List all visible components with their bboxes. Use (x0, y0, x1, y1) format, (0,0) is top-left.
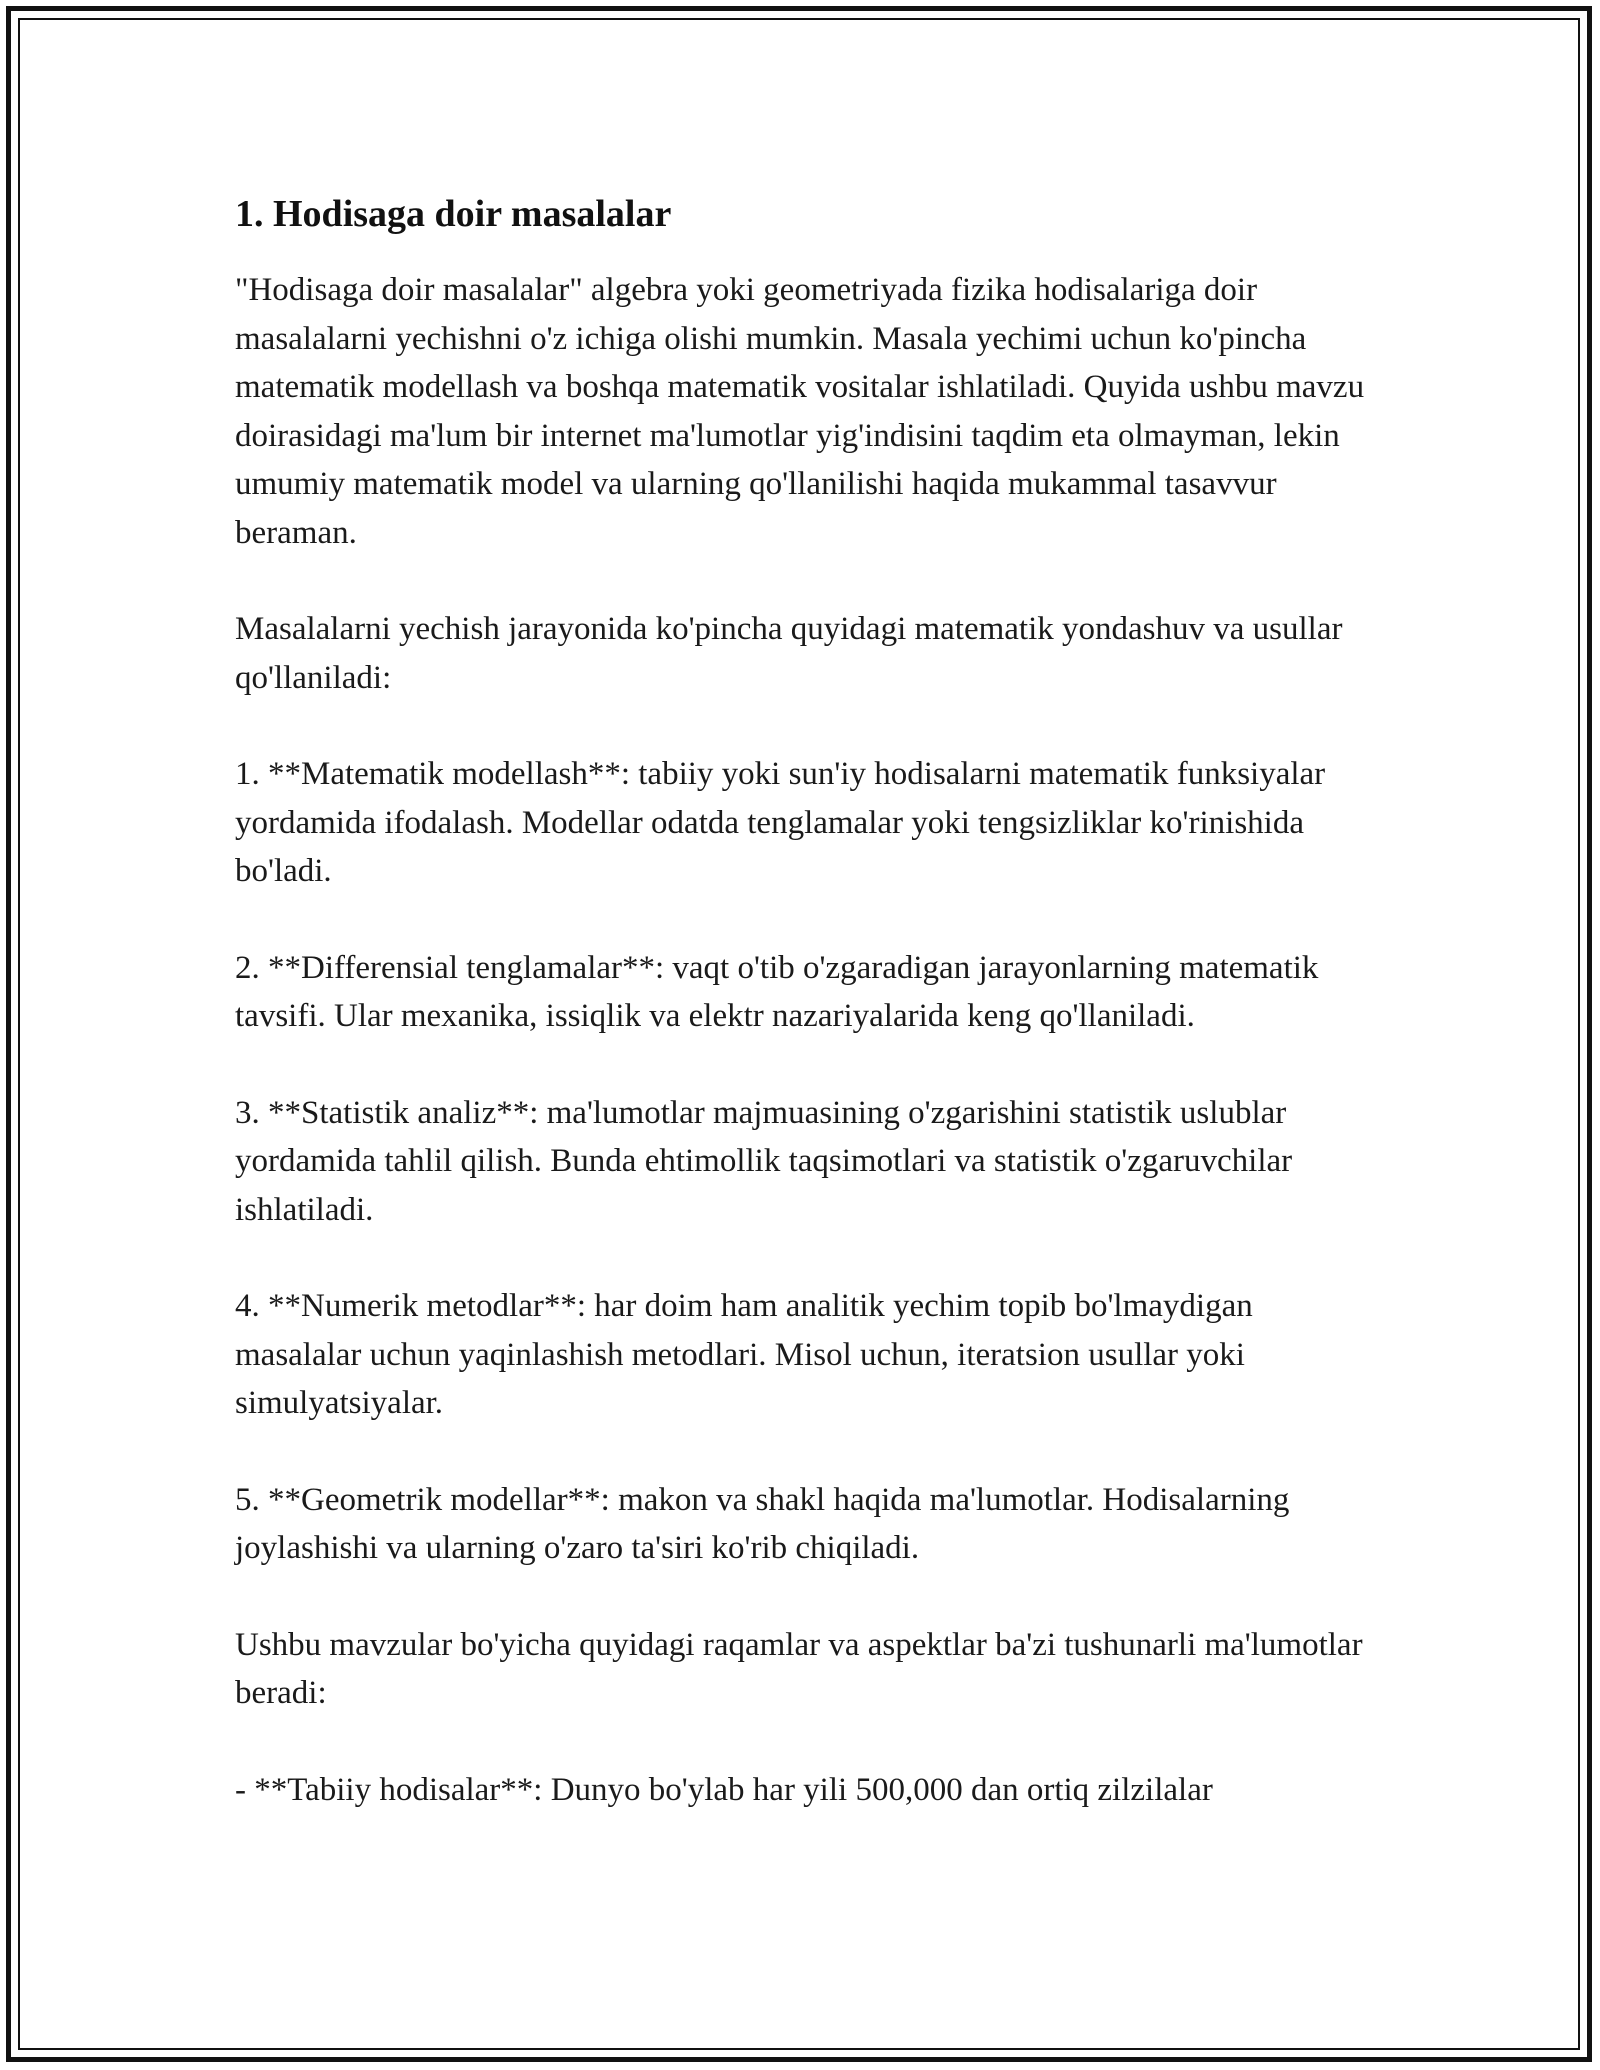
list-item-numerical-methods: 4. **Numerik metodlar**: har doim ham analitik yechim topib bo'lmaydigan masalalar uchun yaqinlashish metodlari. Misol uchun, iteratsion usullar yoki simulyatsiyalar. (235, 1288, 1253, 1421)
intro-paragraph: "Hodisaga doir masalalar" algebra yoki geometriyada fizika hodisalariga doir masalalarni yechishni o'z ichiga olishi mumkin. Masala yechimi uchun ko'pincha matematik modellash va boshqa matematik vositalar ishlatiladi. Quyida ushbu mavzu doirasidagi ma'lum bir internet ma'lumotlar yig'indisini taqdim eta olmayman, lekin umumiy matematik model va ularning qo'llanilishi haqida mukammal tasavvur beraman. (235, 272, 1365, 551)
approach-intro-paragraph: Masalalarni yechish jarayonida ko'pincha quyidagi matematik yondashuv va usullar qo'llaniladi: (235, 611, 1343, 696)
document-body (235, 186, 1385, 1862)
bullet-natural-phenomena: - **Tabiiy hodisalar**: Dunyo bo'ylab har yili 500,000 dan ortiq zilzilalar (235, 1771, 1213, 1808)
section-heading: 1. Hodisaga doir masalalar (235, 193, 672, 235)
list-item-differential-equations: 2. **Differensial tenglamalar**: vaqt o'tib o'zgaradigan jarayonlarning matematik tavsifi. Ular mexanika, issiqlik va elektr nazariyalarida keng qo'llaniladi. (235, 949, 1319, 1034)
facts-intro-paragraph: Ushbu mavzular bo'yicha quyidagi raqamlar va aspektlar ba'zi tushunarli ma'lumotlar beradi: (235, 1626, 1363, 1711)
list-item-modelling: 1. **Matematik modellash**: tabiiy yoki sun'iy hodisalarni matematik funksiyalar yordamida ifodalash. Modellar odatda tenglamalar yoki tengsizliklar ko'rinishida bo'ladi. (235, 756, 1326, 889)
list-item-geometric-models: 5. **Geometrik modellar**: makon va shakl haqida ma'lumotlar. Hodisalarning joylashishi va ularning o'zaro ta'siri ko'rib chiqiladi. (235, 1481, 1290, 1566)
list-item-statistical-analysis: 3. **Statistik analiz**: ma'lumotlar majmuasining o'zgarishini statistik uslublar yordamida tahlil qilish. Bunda ehtimollik taqsimotlari va statistik o'zgaruvchilar ishlatiladi. (235, 1094, 1293, 1228)
